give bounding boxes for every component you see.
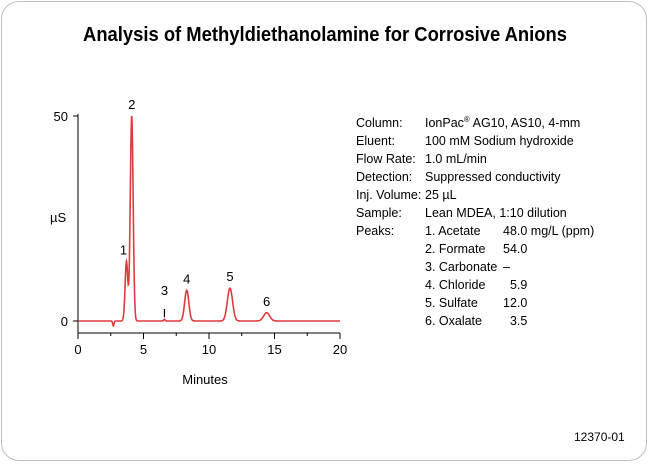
sample-value: Lean MDEA, 1:10 dilution bbox=[425, 206, 567, 220]
peak-concentration: 48.0 mg/L (ppm) bbox=[503, 224, 595, 238]
peak-concentration: 5.9 bbox=[503, 278, 528, 292]
x-axis-label: Minutes bbox=[182, 372, 228, 387]
x-tick-label: 5 bbox=[139, 342, 148, 357]
detection-label: Detection: bbox=[356, 170, 413, 184]
peak-concentration: 3.5 bbox=[503, 314, 528, 328]
chart-axes bbox=[50, 109, 347, 387]
peak-name: 3. Carbonate bbox=[425, 260, 498, 274]
sample-label: Sample: bbox=[356, 206, 402, 220]
column-label: Column: bbox=[356, 116, 403, 130]
eluent-label: Eluent: bbox=[356, 134, 395, 148]
flow-rate-value: 1.0 mL/min bbox=[425, 152, 487, 166]
y-axis-label: µS bbox=[50, 210, 67, 225]
peak-name: 6. Oxalate bbox=[425, 314, 482, 328]
detection-value: Suppressed conductivity bbox=[425, 170, 561, 184]
peak-labels bbox=[120, 97, 270, 317]
peak-label-5: 5 bbox=[226, 269, 234, 285]
peak-name: 1. Acetate bbox=[425, 224, 481, 238]
figure-code: 12370-01 bbox=[574, 430, 625, 444]
eluent-value: 100 mM Sodium hydroxide bbox=[425, 134, 574, 148]
chromatogram-trace bbox=[78, 116, 340, 326]
peak-name: 5. Sulfate bbox=[425, 296, 478, 310]
injection-volume-label: Inj. Volume: bbox=[356, 188, 422, 202]
peak-label-4: 4 bbox=[183, 271, 191, 287]
y-tick-label: 0 bbox=[60, 314, 68, 329]
peak-concentration: 54.0 bbox=[503, 242, 528, 256]
peaks-label: Peaks: bbox=[356, 224, 395, 238]
peak-concentration: 12.0 bbox=[503, 296, 528, 310]
peak-label-1: 1 bbox=[119, 242, 128, 258]
peak-name: 2. Formate bbox=[425, 242, 486, 256]
peak-label-2: 2 bbox=[128, 97, 136, 112]
injection-volume-value: 25 µL bbox=[425, 188, 457, 202]
column-value: IonPac® AG10, AS10, 4-mm bbox=[425, 114, 581, 130]
y-tick-label: 50 bbox=[53, 109, 68, 124]
x-tick-label: 10 bbox=[201, 342, 217, 357]
peak-label-3: 3 bbox=[160, 283, 169, 298]
x-tick-label: 15 bbox=[267, 342, 282, 357]
peak-label-6: 6 bbox=[263, 293, 271, 309]
peak-name: 4. Chloride bbox=[425, 278, 486, 292]
x-tick-label: 0 bbox=[74, 342, 82, 357]
peak-concentration: – bbox=[503, 260, 510, 274]
chart-title: Analysis of Methyldiethanolamine for Corrosive Anions bbox=[83, 24, 567, 46]
flow-rate-label: Flow Rate: bbox=[356, 152, 416, 166]
x-tick-label: 20 bbox=[332, 342, 348, 357]
